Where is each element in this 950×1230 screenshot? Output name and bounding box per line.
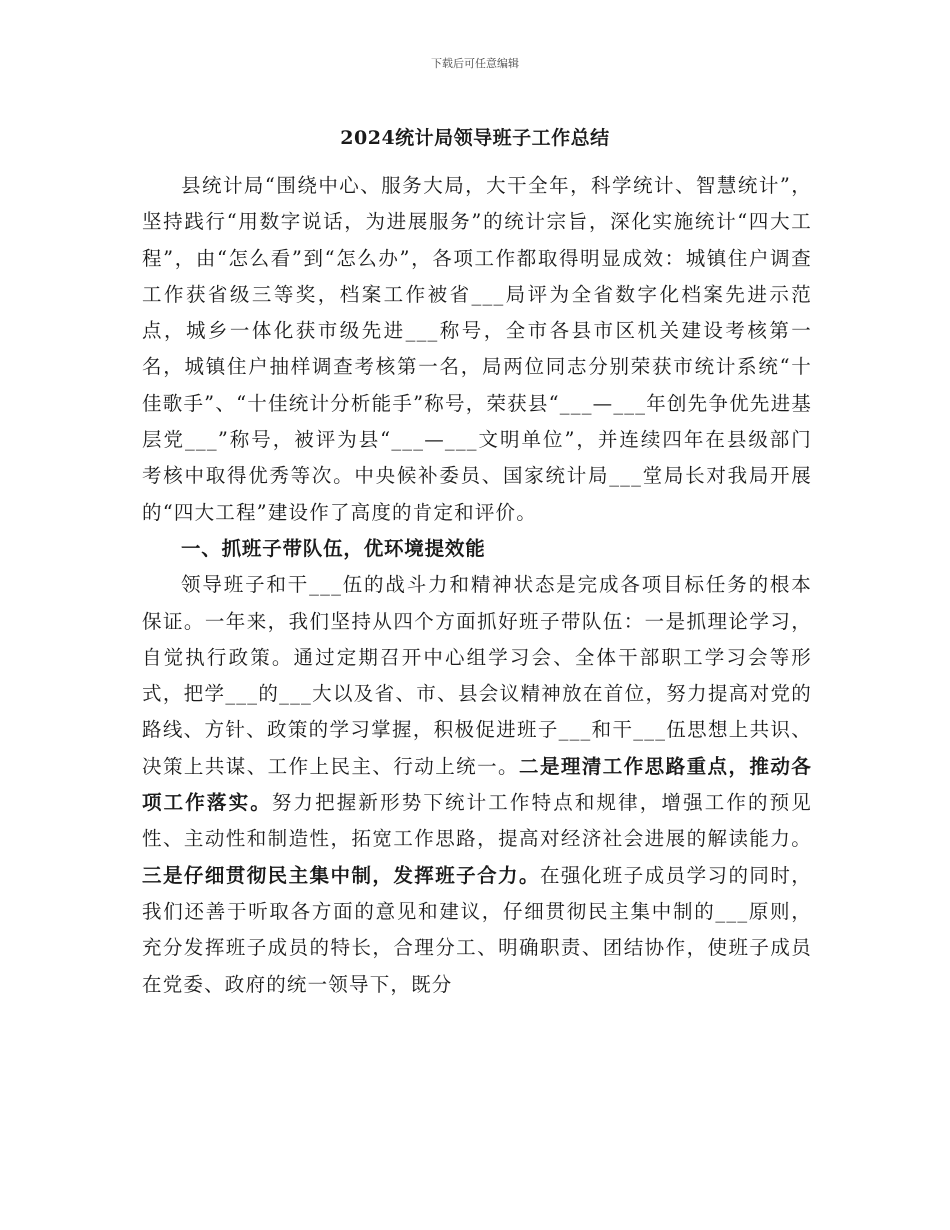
bold-point-2: 二是理清工作思路重点，推动各项工作落实。 <box>142 754 812 815</box>
section-heading-1: 一、抓班子带队伍，优环境提效能 <box>181 536 486 560</box>
paragraph-text: 领导班子和干___伍的战斗力和精神状态是完成各项目标任务的根本保证。一年来，我们坚持从四个方面抓好班子带队伍：一是抓理论学习，自觉执行政策。通过定期召开中心组学习会、全体干部职工学习会等形式，把学___的___大以及省、市、县会议精神放在首位，努力提高对党的路线、方针、政策的学习掌握，积极促进班子___和干___伍思想上共识、决策上共谋、工作上民主、行动上统一。 <box>142 573 812 778</box>
paragraph-intro: 县统计局“围绕中心、服务大局，大干全年，科学统计、智慧统计”，坚持践行“用数字说话，为进展服务”的统计宗旨，深化实施统计“四大工程”，由“怎么看”到“怎么办”，各项工作都取得明显成效：城镇住户调查工作获省级三等奖，档案工作被省___局评为全省数字化档案先进示范点，城乡一体化获市级先进___称号，全市各县市区机关建设考核第一名，城镇住户抽样调查考核第一名，局两位同志分别荣获市统计系统“十佳歌手”、“十佳统计分析能手”称号，荣获县“___—___年创先争优先进基层党___”称号，被评为县“___—___文明单位”，并连续四年在县级部门考核中取得优秀等次。中央候补委员、国家统计局___堂局长对我局开展的“四大工程”建设作了高度的肯定和评价。 <box>142 174 812 524</box>
document-body <box>142 168 812 1003</box>
paragraph-section-1 <box>142 567 812 1003</box>
document-title: 2024统计局领导班子工作总结 <box>340 127 610 149</box>
bold-point-3: 三是仔细贯彻民主集中制，发挥班子合力。 <box>142 863 540 887</box>
paragraph-text: 在强化班子成员学习的同时，我们还善于听取各方面的意见和建议，仔细贯彻民主集中制的___原则，充分发挥班子成员的特长，合理分工、明确职责、团结协作，使班子成员在党委、政府的统一领导下，既分 <box>142 863 812 996</box>
header-note: 下载后可任意编辑 <box>431 57 519 70</box>
paragraph-text: 努力把握新形势下统计工作特点和规律，增强工作的预见性、主动性和制造性，拓宽工作思路，提高对经济社会进展的解读能力。 <box>142 791 812 851</box>
